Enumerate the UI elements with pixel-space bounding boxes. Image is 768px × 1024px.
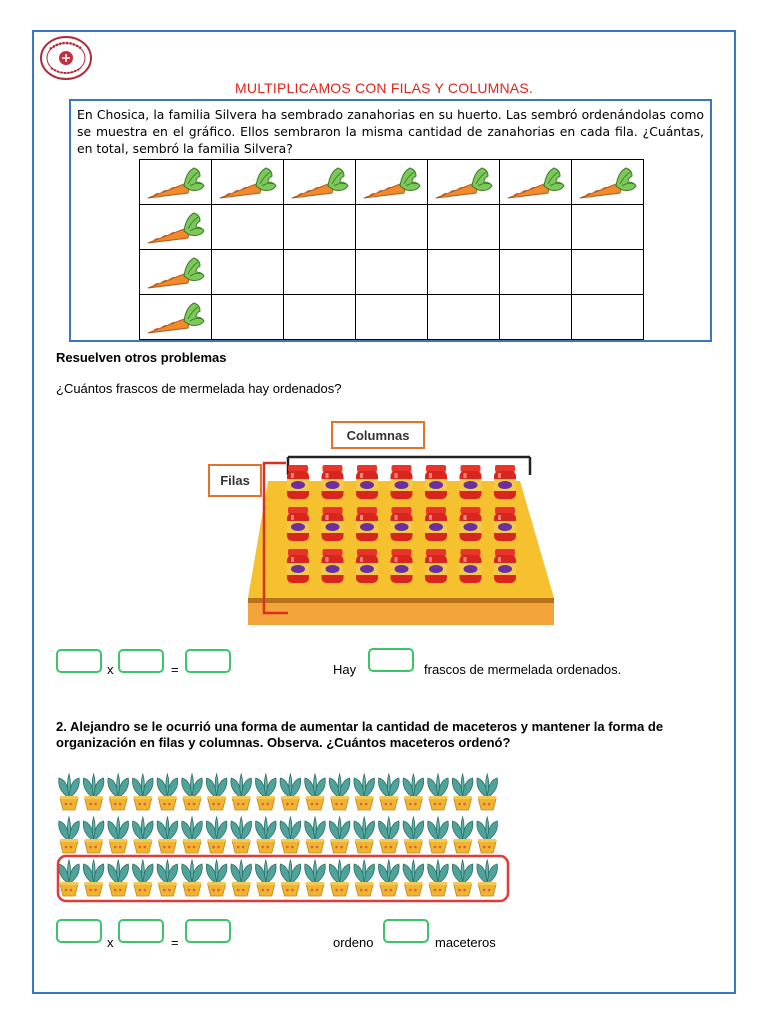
grid-cell (500, 250, 572, 295)
flower-pot (157, 817, 178, 853)
flower-pot (354, 860, 375, 896)
flower-pot (182, 774, 203, 810)
flower-pot (83, 774, 104, 810)
jam-jar (356, 465, 378, 499)
flower-pot (477, 817, 498, 853)
grid-cell (212, 250, 284, 295)
jam-jar (287, 465, 309, 499)
carrot-icon (284, 162, 355, 202)
grid-cell (428, 250, 500, 295)
carrot-grid (139, 159, 644, 340)
flower-pot (206, 817, 227, 853)
jam-jar (287, 549, 309, 583)
jam-jar (287, 507, 309, 541)
grid-cell (140, 160, 212, 205)
jam-jar (460, 549, 482, 583)
flower-pot (428, 817, 449, 853)
jars-suffix: frascos de mermelada ordenados. (424, 662, 622, 677)
answer-box-pot-columns[interactable] (118, 919, 164, 943)
grid-cell (356, 295, 428, 340)
grid-cell (356, 205, 428, 250)
grid-cell (428, 205, 500, 250)
flower-pot (83, 860, 104, 896)
grid-cell (284, 160, 356, 205)
flower-pot (157, 860, 178, 896)
carrot-icon (140, 252, 211, 292)
jam-jar (322, 465, 344, 499)
flower-pot (379, 774, 400, 810)
answer-box-pot-rows[interactable] (56, 919, 102, 943)
carrot-icon (356, 162, 427, 202)
answer-box-product[interactable] (185, 649, 231, 673)
flower-pot (83, 817, 104, 853)
flower-pot (428, 860, 449, 896)
flower-pot (108, 774, 129, 810)
flower-pot (59, 774, 80, 810)
grid-cell (212, 160, 284, 205)
grid-cell (356, 160, 428, 205)
flower-pots-figure (56, 770, 510, 904)
flower-pot (133, 860, 154, 896)
flower-pot (256, 817, 277, 853)
jam-jar (322, 507, 344, 541)
flower-pot (329, 860, 350, 896)
flower-pot (182, 860, 203, 896)
question-pots: 2. Alejandro se le ocurrió una forma de aumentar la cantidad de maceteros y mantener la forma de organización en filas y columnas. Observa. ¿Cuántos maceteros ordenó? (56, 719, 664, 750)
answer-box-pot-product[interactable] (185, 919, 231, 943)
jam-jar (391, 507, 413, 541)
flower-pot (59, 860, 80, 896)
flower-pot (256, 774, 277, 810)
carrot-icon (140, 207, 211, 247)
flower-pot (403, 817, 424, 853)
columns-label: Columnas (346, 428, 410, 443)
flower-pot (133, 817, 154, 853)
grid-cell (500, 160, 572, 205)
grid-cell (212, 205, 284, 250)
flower-pot (477, 860, 498, 896)
flower-pot (182, 817, 203, 853)
grid-cell (500, 205, 572, 250)
jam-jar (356, 507, 378, 541)
carrot-icon (500, 162, 571, 202)
flower-pot (329, 774, 350, 810)
flower-pot (452, 774, 473, 810)
pots-suffix: maceteros (435, 935, 496, 950)
flower-pot (403, 774, 424, 810)
flower-pot (354, 774, 375, 810)
carrot-icon (572, 162, 643, 202)
flower-pot (206, 860, 227, 896)
flower-pot (379, 860, 400, 896)
flower-pot (305, 817, 326, 853)
jam-jar (425, 549, 447, 583)
flower-pot (206, 774, 227, 810)
grid-cell (212, 295, 284, 340)
carrot-icon (212, 162, 283, 202)
problem-statement: En Chosica, la familia Silvera ha sembrado zanahorias en su huerto. Las sembró ordenándolas como se muestra en el gráfico. Ellos sembraron la misma cantidad de zanahorias en cada fila. ¿Cuántas, en total, sembró la familia Silvera? (77, 107, 704, 156)
jam-jar (356, 549, 378, 583)
jam-jars-figure (208, 413, 560, 625)
grid-row (140, 250, 644, 295)
flower-pot (452, 817, 473, 853)
grid-cell (572, 295, 644, 340)
carrot-icon (140, 297, 211, 337)
hay-label: Hay (333, 662, 357, 677)
grid-cell (284, 295, 356, 340)
flower-pot (231, 817, 252, 853)
flower-pot (108, 860, 129, 896)
grid-cell (572, 250, 644, 295)
jam-jar (425, 465, 447, 499)
flower-pot (452, 860, 473, 896)
section-heading: Resuelven otros problemas (56, 350, 227, 365)
times-sign-2: x (107, 935, 114, 950)
grid-cell (572, 160, 644, 205)
grid-cell (572, 205, 644, 250)
flower-pot (256, 860, 277, 896)
flower-pot (280, 817, 301, 853)
jam-jar (322, 549, 344, 583)
flower-pot (305, 774, 326, 810)
flower-pot (231, 774, 252, 810)
school-seal-logo (38, 34, 94, 82)
equals-sign: = (171, 662, 179, 677)
jam-jar (391, 465, 413, 499)
ordeno-label: ordeno (333, 935, 374, 950)
flower-pot (428, 774, 449, 810)
grid-cell (140, 295, 212, 340)
times-sign: x (107, 662, 114, 677)
rows-label: Filas (220, 473, 250, 488)
grid-cell (140, 205, 212, 250)
flower-pot (108, 817, 129, 853)
grid-cell (500, 295, 572, 340)
flower-pot (477, 774, 498, 810)
grid-cell (356, 250, 428, 295)
answer-box-rows[interactable] (56, 649, 102, 673)
flower-pot (379, 817, 400, 853)
jam-jar (494, 507, 516, 541)
answer-box-columns[interactable] (118, 649, 164, 673)
flower-pot (280, 774, 301, 810)
jam-jar (494, 549, 516, 583)
flower-pot (403, 860, 424, 896)
carrot-icon (428, 162, 499, 202)
jam-jar (460, 507, 482, 541)
jam-jar (391, 549, 413, 583)
flower-pot (133, 774, 154, 810)
jam-jar (494, 465, 516, 499)
jam-jar (460, 465, 482, 499)
flower-pot (231, 860, 252, 896)
grid-row (140, 205, 644, 250)
grid-cell (284, 250, 356, 295)
grid-row (140, 160, 644, 205)
answer-box-total-jars[interactable] (368, 648, 414, 672)
grid-cell (428, 295, 500, 340)
grid-cell (140, 250, 212, 295)
flower-pot (305, 860, 326, 896)
flower-pot (354, 817, 375, 853)
carrot-icon (140, 162, 211, 202)
grid-cell (284, 205, 356, 250)
flower-pot (157, 774, 178, 810)
page-title: MULTIPLICAMOS CON FILAS Y COLUMNAS. (235, 80, 533, 96)
equals-sign-2: = (171, 935, 179, 950)
flower-pot (59, 817, 80, 853)
grid-cell (428, 160, 500, 205)
answer-box-total-pots[interactable] (383, 919, 429, 943)
flower-pot (280, 860, 301, 896)
jam-jar (425, 507, 447, 541)
question-jars: ¿Cuántos frascos de mermelada hay ordenados? (56, 381, 342, 396)
flower-pot (329, 817, 350, 853)
grid-row (140, 295, 644, 340)
